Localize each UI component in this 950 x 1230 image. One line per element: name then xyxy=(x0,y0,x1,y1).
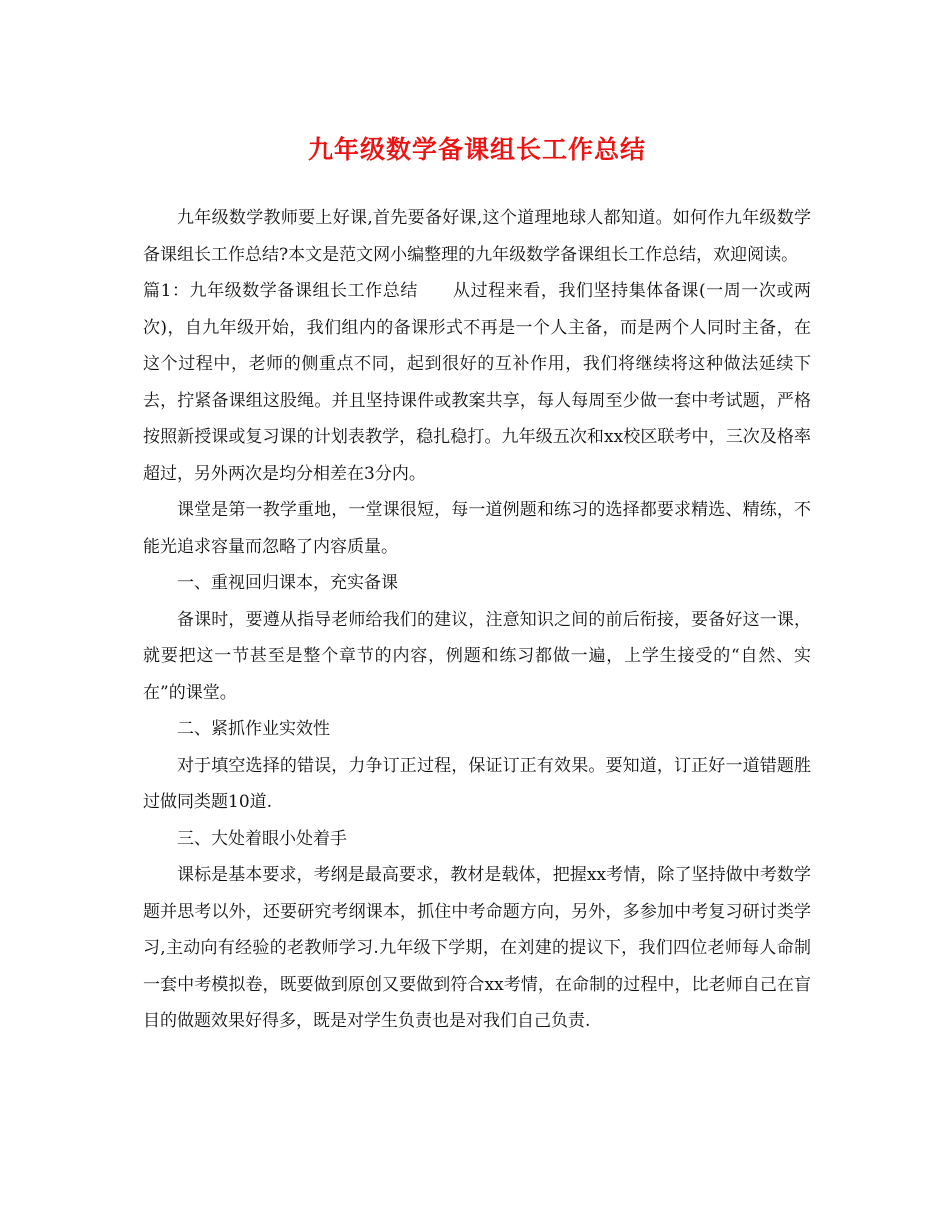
homework-paragraph: 对于填空选择的错误，力争订正过程，保证订正有效果。要知道，订正好一道错题胜过做同类题10道. xyxy=(143,755,811,812)
document-title: 九年级数学备课组长工作总结 xyxy=(307,135,646,164)
curriculum-paragraph: 课标是基本要求，考纲是最高要求，教材是载体，把握xx考情，除了坚持做中考数学题并思考以外，还要研究考纲课本，抓住中考命题方向，另外，多参加中考复习研讨类学习,主动向有经验的老教师学习.九年级下学期，在刘建的提议下，我们四位老师每人命制一套中考模拟卷，既要做到原创又要做到符合xx考情，在命制的过程中，比老师自己在盲目的做题效果好得多，既是对学生负责也是对我们自己负责. xyxy=(143,865,811,1031)
section-1-paragraph: 篇1：九年级数学备课组长工作总结 从过程来看，我们坚持集体备课(一周一次或两次)，自九年级开始，我们组内的备课形式不再是一个人主备，而是两个人同时主备，在这个过程中，老师的侧重点不同，起到很好的互补作用，我们将继续将这种做法延续下去，拧紧备课组这股绳。并且坚持课件或教案共享，每人每周至少做一套中考试题，严格按照新授课或复习课的计划表教学，稳扎稳打。九年级五次和xx校区联考中，三次及格率超过，另外两次是均分相差在3分内。 xyxy=(143,281,811,484)
heading-2: 二、紧抓作业实效性 xyxy=(177,719,330,739)
lesson-prep-paragraph: 备课时，要遵从指导老师给我们的建议，注意知识之间的前后衔接，要备好这一课，就要把这一节甚至是整个章节的内容，例题和练习都做一遍，上学生接受的“自然、实在”的课堂。 xyxy=(143,609,811,703)
heading-3: 三、大处着眼小处着手 xyxy=(177,828,347,849)
classroom-paragraph: 课堂是第一教学重地，一堂课很短，每一道例题和练习的选择都要求精选、精练，不能光追求容量而忽略了内容质量。 xyxy=(143,500,811,557)
heading-1: 一、重视回归课本，充实备课 xyxy=(177,573,398,593)
intro-paragraph: 九年级数学教师要上好课,首先要备好课,这个道理地球人都知道。如何作九年级数学备课组长工作总结?本文是范文网小编整理的九年级数学备课组长工作总结，欢迎阅读。 xyxy=(143,208,811,265)
document-page xyxy=(143,130,811,1040)
